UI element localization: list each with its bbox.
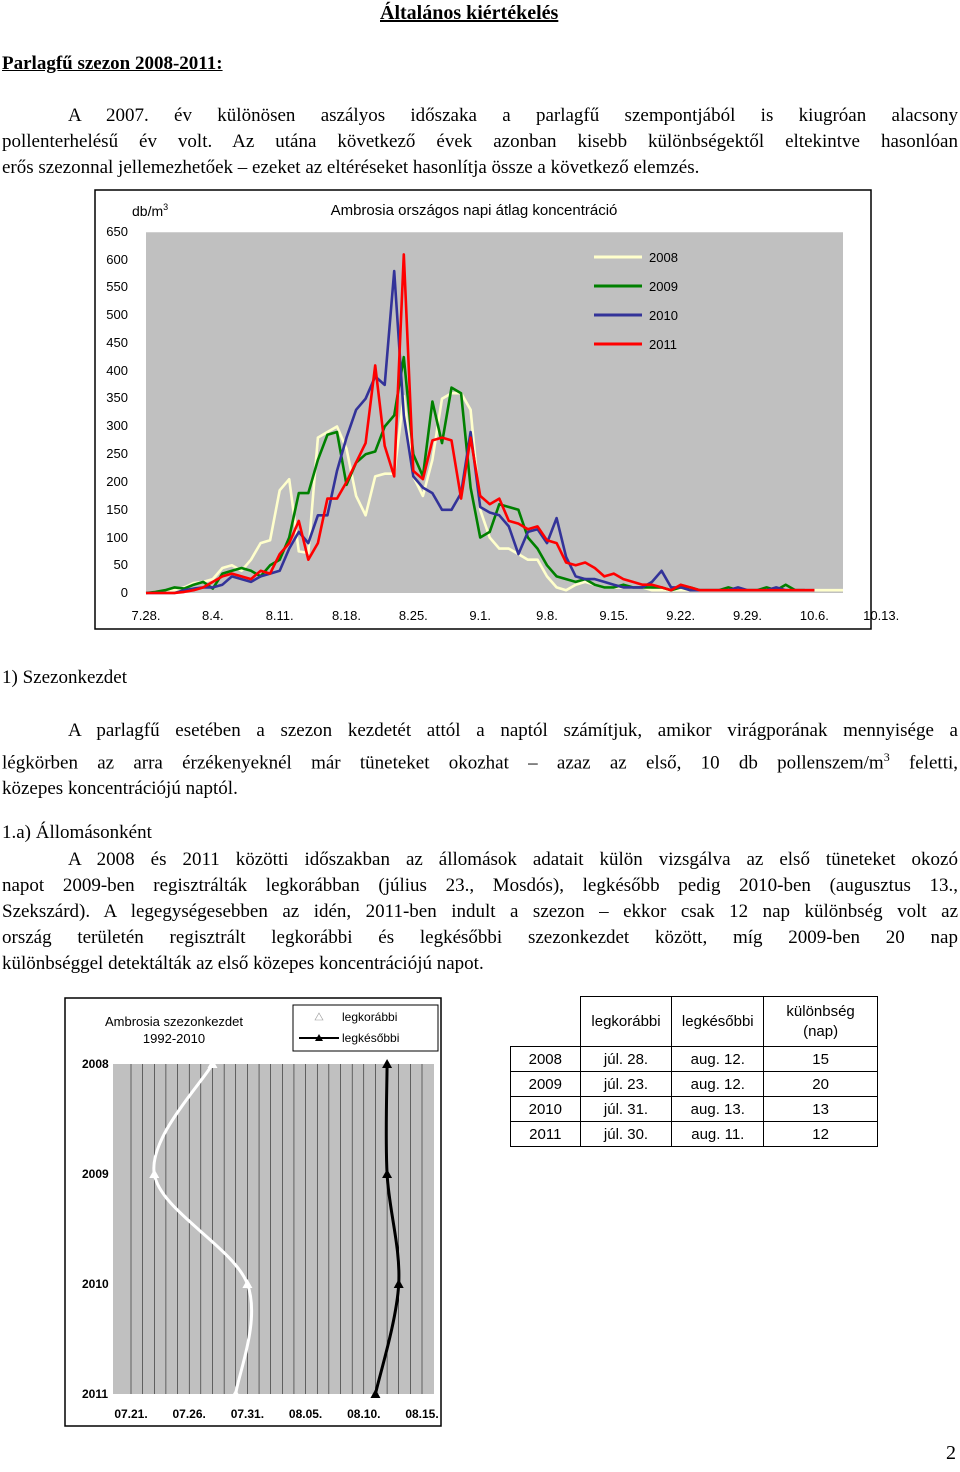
section-heading-1: 1) Szezonkezdet <box>2 667 128 688</box>
table-cell-latest: aug. 11. <box>672 1122 764 1147</box>
table-header-earliest: legkorábbi <box>580 997 672 1047</box>
table-row <box>511 1047 878 1072</box>
table-row <box>511 1097 878 1122</box>
intro-line-1: A 2007. év különösen aszályos időszaka a parlagfű szempontjából is kiugróan alacsony <box>68 105 958 126</box>
x-tick-label: 9.1. <box>469 608 492 623</box>
table-cell-earliest: júl. 30. <box>580 1122 672 1147</box>
x-tick-label: 9.22. <box>666 608 696 623</box>
y-tick-label: 450 <box>106 335 128 350</box>
chart2-year-label: 2010 <box>82 1277 109 1291</box>
s1a-line-2: napot 2009-ben regisztrálták legkorábban (július 23., Mosdós), legkésőbb pedig 2010-ben (augusztus 13., <box>2 875 958 896</box>
legend-label-2009: 2009 <box>649 279 678 294</box>
x-tick-label: 10.13. <box>863 608 900 623</box>
y-tick-label: 400 <box>106 363 128 378</box>
s1-line-2-text: légkörben az arra érzékenyeknél már tüneteket okozhat – azaz az első, 10 db pollenszem/m <box>2 752 884 774</box>
page-title: Általános kiértékelés <box>380 2 559 24</box>
chart-title: Ambrosia országos napi átlag koncentráció <box>330 202 618 219</box>
s1-line-2 <box>2 744 958 776</box>
x-tick-label: 9.15. <box>599 608 629 623</box>
chart2-date-label: 07.31. <box>230 1407 265 1421</box>
x-tick-label: 9.8. <box>536 608 558 623</box>
intro-line-2: pollenterhelésű év volt. Az utána következő évek azonban kisebb különbségektől eltekintve hasonlóan <box>2 131 958 152</box>
y-tick-label: 50 <box>113 557 128 572</box>
table-cell-diff: 20 <box>764 1072 878 1097</box>
section1a-paragraph <box>2 847 958 977</box>
x-tick-label: 8.18. <box>332 608 361 623</box>
table-cell-diff: 12 <box>764 1122 878 1147</box>
y-tick-label: 650 <box>106 224 128 239</box>
table-cell-year: 2009 <box>511 1072 581 1097</box>
s1-line-1: A parlagfű esetében a szezon kezdetét attól a naptól számítjuk, amikor virágporának mennyisége a <box>68 720 958 741</box>
plot-area <box>146 232 843 593</box>
table-cell-earliest: júl. 31. <box>580 1097 672 1122</box>
chart2-date-label: 08.10. <box>347 1407 381 1421</box>
legend-label-2010: 2010 <box>649 308 678 323</box>
y-tick-label: 250 <box>106 446 128 461</box>
chart2-year-label: 2008 <box>82 1057 109 1071</box>
table-header-empty <box>511 997 581 1047</box>
s1a-line-3: Szekszárd). A legegységesebben az idén, 2011-ben indult a szezon – ekkor csak 12 nap különbség volt az <box>2 901 958 922</box>
intro-paragraph <box>2 103 958 181</box>
y-tick-label: 600 <box>106 252 128 267</box>
y-tick-label: 550 <box>106 279 128 294</box>
table-cell-diff: 15 <box>764 1047 878 1072</box>
legend-label-2008: 2008 <box>649 250 678 265</box>
y-tick-label: 200 <box>106 474 128 489</box>
season-start-table <box>510 996 878 1147</box>
chart2-title-line2: 1992-2010 <box>142 1031 206 1046</box>
x-tick-label: 10.6. <box>799 608 829 623</box>
chart2-date-label: 07.21. <box>114 1407 148 1421</box>
legend-latest-label: legkésőbbi <box>342 1031 400 1045</box>
section1-paragraph <box>2 718 958 802</box>
table-cell-latest: aug. 12. <box>672 1047 764 1072</box>
page-subtitle: Parlagfű szezon 2008-2011: <box>2 53 223 74</box>
table-cell-year: 2008 <box>511 1047 581 1072</box>
y-tick-label: 300 <box>106 418 128 433</box>
y-tick-label: 0 <box>120 585 128 600</box>
table-cell-diff: 13 <box>764 1097 878 1122</box>
season-start-chart <box>64 997 444 1429</box>
page-number: 2 <box>946 1442 956 1464</box>
y-tick-label: 350 <box>106 390 128 405</box>
chart2-date-label: 08.05. <box>288 1407 323 1421</box>
s1-sup: 3 <box>883 750 890 764</box>
chart2-year-label: 2011 <box>82 1387 109 1401</box>
x-tick-label: 8.4. <box>201 608 224 623</box>
table-cell-latest: aug. 13. <box>672 1097 764 1122</box>
x-tick-label: 8.11. <box>265 608 294 623</box>
y-unit-label: $db/m^3$ <box>132 202 169 219</box>
y-tick-label: 100 <box>106 530 128 545</box>
x-tick-label: 9.29. <box>733 608 762 623</box>
chart2-date-label: 07.26. <box>172 1407 206 1421</box>
chart2-title-line1: Ambrosia szezonkezdet <box>104 1014 244 1029</box>
s1-line-2-end: feletti, <box>889 752 958 774</box>
table-header-row <box>511 997 878 1047</box>
chart2-year-label: 2009 <box>82 1167 109 1181</box>
x-tick-label: 7.28. <box>131 608 161 623</box>
legend-label-2011: 2011 <box>649 337 677 352</box>
table-cell-year: 2010 <box>511 1097 581 1122</box>
s1a-line-4: ország területén regisztrált legkorábbi és legkésőbbi szezonkezdet között, míg 2009-ben 20 nap <box>2 927 958 948</box>
s1a-line-1: A 2008 és 2011 közötti időszakban az állomások adatait külön vizsgálva az első tüneteket okozó <box>68 849 958 870</box>
s1-line-3: közepes koncentrációjú naptól. <box>2 778 238 800</box>
intro-line-3: erős szezonnal jellemezhetőek – ezeket az eltéréseket hasonlítja össze a következő elemzés. <box>2 157 700 178</box>
table-cell-year: 2011 <box>511 1122 581 1147</box>
table-cell-earliest: júl. 28. <box>580 1047 672 1072</box>
y-tick-label: 150 <box>106 502 128 517</box>
y-tick-label: 500 <box>106 307 128 322</box>
table-header-latest: legkésőbbi <box>672 997 764 1047</box>
s1a-line-5: különbséggel detektálták az első közepes koncentrációjú napot. <box>2 953 484 974</box>
x-tick-label: 8.25. <box>398 608 428 623</box>
table-header-diff: különbség (nap) <box>764 997 878 1047</box>
chart2-date-label: 08.15. <box>405 1407 439 1421</box>
concentration-chart <box>94 189 900 632</box>
legend-earliest-label: legkorábbi <box>342 1010 398 1024</box>
table-row <box>511 1072 878 1097</box>
table-row <box>511 1122 878 1147</box>
table-cell-earliest: júl. 23. <box>580 1072 672 1097</box>
section-heading-1a: 1.a) Állomásonként <box>2 822 152 843</box>
table-cell-latest: aug. 12. <box>672 1072 764 1097</box>
